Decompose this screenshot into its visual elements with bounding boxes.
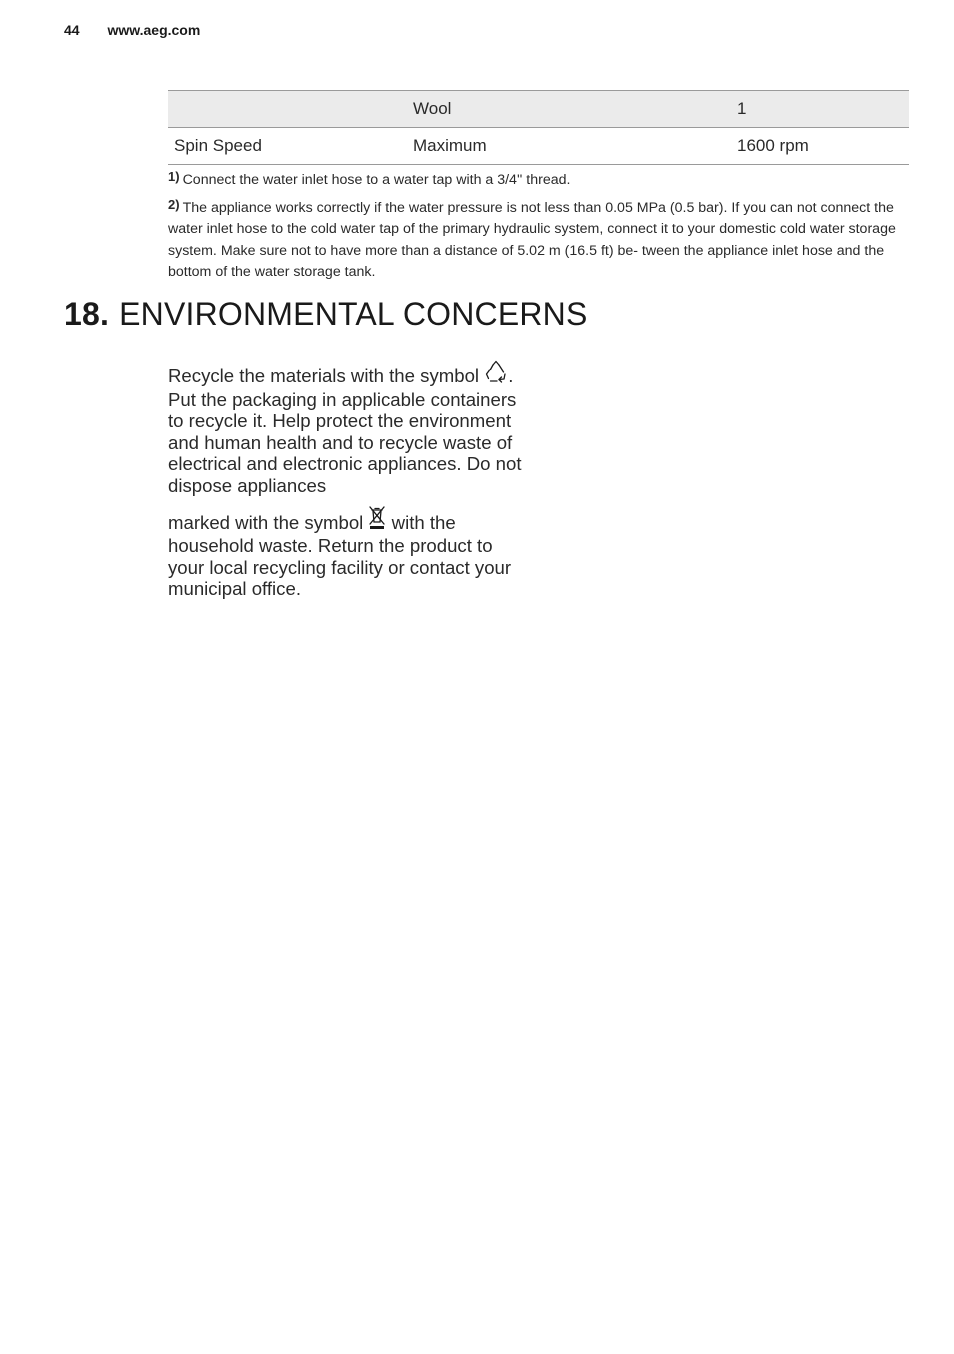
footnote-text: Connect the water inlet hose to a water tap with a 3/4'' thread.	[182, 172, 571, 188]
table-row	[168, 128, 909, 165]
page-header	[64, 22, 200, 38]
environment-text	[168, 360, 528, 608]
recycle-icon	[484, 360, 508, 389]
footnote-text: The appliance works correctly if the water pressure is not less than 0.05 MPa (0.5 bar). If you can not connect the water inlet hose to the cold water tap of the primary hydraulic system, connect it to your domestic cold water storage system. Make sure not to have more than a distance of 5.02 m (16.5 ft) be- tween the appliance inlet hose and the bottom of the water storage tank.	[168, 199, 896, 280]
table-cell-value: 1	[731, 91, 909, 128]
footnote-2	[168, 194, 898, 284]
recycle-text-after: . Put the packaging in applicable containers to recycle it. Help protect the environment and human health and to recycle waste of electrical and electronic appliances. Do not dispose appliances	[168, 365, 522, 496]
table-cell-value: 1600 rpm	[731, 128, 909, 165]
page-number: 44	[64, 22, 80, 38]
footnote-1	[168, 166, 898, 192]
table-cell-condition: Wool	[407, 91, 731, 128]
specs-table	[168, 90, 909, 165]
weee-text-before: marked with the symbol	[168, 511, 364, 533]
website-url: www.aeg.com	[107, 22, 201, 38]
section-title	[64, 296, 588, 333]
footnote-marker: 1)	[168, 169, 180, 184]
table-cell-label	[168, 91, 407, 128]
weee-text-after: with the household waste. Return the product to your local recycling facility or contact your municipal office.	[168, 511, 512, 600]
section-heading: ENVIRONMENTAL CONCERNS	[119, 296, 588, 332]
footnotes	[168, 166, 898, 286]
recycle-text-before: Recycle the materials with the symbol	[168, 365, 480, 386]
weee-paragraph	[168, 505, 528, 600]
recycle-paragraph	[168, 360, 528, 497]
table-cell-condition: Maximum	[407, 128, 731, 165]
table-cell-label: Spin Speed	[168, 128, 407, 165]
table-row	[168, 91, 909, 128]
footnote-marker: 2)	[168, 196, 180, 212]
section-number: 18.	[64, 296, 110, 332]
crossed-bin-icon	[368, 505, 386, 536]
